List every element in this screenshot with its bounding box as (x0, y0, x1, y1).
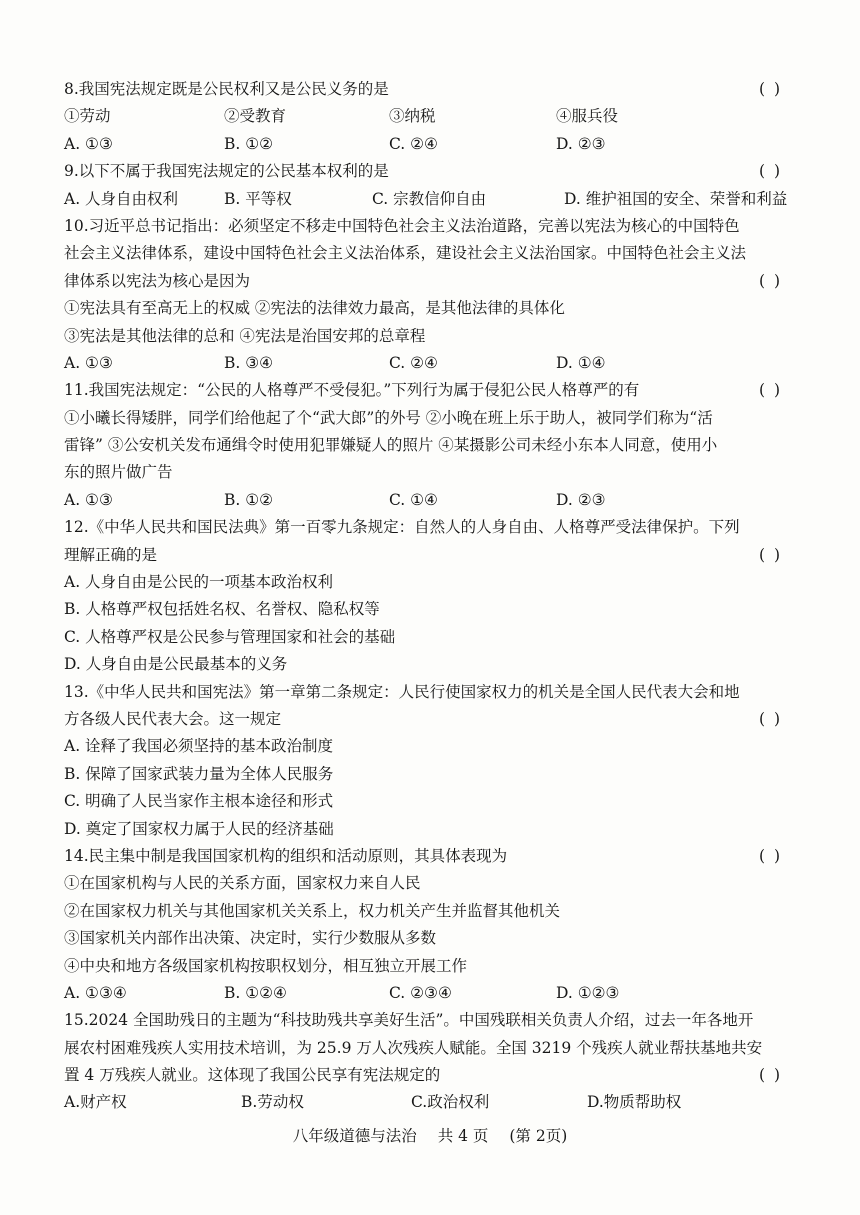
q9-stem-line (64, 158, 800, 185)
q13-stem-line-1: 13.《中华人民共和国宪法》第一章第二条规定：人民行使国家权力的机关是全国人民代表大会和地 (64, 682, 740, 701)
q15-stem-line-2: 展农村困难残疾人实用技术培训，为 25.9 万人次残疾人赋能。全国 3219 个残疾人就业帮扶基地共安 (64, 1038, 763, 1057)
q13-option-b: B. 保障了国家武装力量为全体人民服务 (64, 764, 334, 783)
footer-page-number: (第 2页) (509, 1127, 568, 1145)
q15-stem-line-3 (64, 1062, 800, 1089)
q8-option-d: D. ②③ (556, 134, 606, 153)
q10-stem-end: 律体系以宪法为核心是因为 (64, 271, 251, 290)
q13-stem-line-2 (64, 706, 800, 733)
q9-option-c: C. 宗教信仰自由 (372, 189, 487, 208)
q15-option-d: D.物质帮助权 (587, 1093, 682, 1112)
q8-stem-line (64, 76, 800, 103)
q10-stem-line-1: 10.习近平总书记指出：必须坚定不移走中国特色社会主义法治道路，完善以宪法为核心的中国特色 (64, 216, 740, 235)
q13-option-a: A. 诠释了我国必须坚持的基本政治制度 (64, 737, 334, 756)
q12-option-d: D. 人身自由是公民最基本的义务 (64, 655, 288, 674)
q9-stem: 9.以下不属于我国宪法规定的公民基本权利的是 (64, 162, 389, 181)
footer-subject: 八年级道德与法治 (292, 1127, 417, 1145)
q8-option-a: A. ①③ (64, 134, 113, 153)
q15-stem-end: 置 4 万残疾人就业。这体现了我国公民享有宪法规定的 (64, 1066, 441, 1085)
q14-item-1: ①在国家机构与人民的关系方面，国家权力来自人民 (64, 874, 421, 893)
q9-option-a: A. 人身自由权利 (64, 189, 179, 208)
q8-stem: 8.我国宪法规定既是公民权利又是公民义务的是 (64, 80, 389, 98)
q11-options (64, 487, 800, 514)
q8-option-b: B. ①② (224, 134, 274, 153)
q8-options (64, 131, 800, 158)
q10-option-c: C. ②④ (389, 353, 438, 372)
q10-option-d: D. ①④ (556, 353, 606, 372)
q11-items-2: 雷锋” ③公安机关发布通缉令时使用犯罪嫌疑人的照片 ④某摄影公司未经小东本人同意，使用小 (64, 436, 718, 455)
q15-option-c: C.政治权利 (411, 1093, 490, 1112)
q9-option-b: B. 平等权 (224, 189, 292, 208)
q15-answer-bracket: ( ) (758, 1066, 782, 1085)
q9-answer-bracket: ( ) (758, 162, 782, 181)
q12-option-a: A. 人身自由是公民的一项基本政治权利 (64, 573, 334, 592)
q8-item-3: ③纳税 (389, 107, 436, 126)
q10-answer-bracket: ( ) (758, 271, 782, 290)
q14-option-b: B. ①②④ (224, 983, 287, 1002)
q11-option-c: C. ①④ (389, 490, 438, 509)
q8-item-1: ①劳动 (64, 107, 111, 126)
q14-item-2: ②在国家权力机关与其他国家机关关系上，权力机关产生并监督其他机关 (64, 901, 561, 920)
q12-stem-end: 理解正确的是 (64, 545, 158, 564)
q15-option-a: A.财产权 (64, 1093, 127, 1112)
q13-stem-end: 方各级人民代表大会。这一规定 (64, 709, 282, 728)
page-footer (0, 1123, 860, 1149)
q10-stem-line-2: 社会主义法律体系，建设中国特色社会主义法治体系，建设社会主义法治国家。中国特色社会主义法 (64, 244, 747, 263)
q13-option-d: D. 奠定了国家权力属于人民的经济基础 (64, 819, 334, 838)
q11-option-d: D. ②③ (556, 490, 606, 509)
q11-stem-line (64, 377, 800, 404)
q11-option-a: A. ①③ (64, 490, 113, 509)
q11-items-3: 东的照片做广告 (64, 463, 173, 482)
q10-items-2: ③宪法是其他法律的总和 ④宪法是治国安邦的总章程 (64, 326, 426, 345)
q12-stem-line-1: 12.《中华人民共和国民法典》第一百零九条规定：自然人的人身自由、人格尊严受法律保护。下列 (64, 518, 740, 537)
q14-stem-line (64, 843, 800, 870)
q14-option-c: C. ②③④ (389, 983, 452, 1002)
q12-answer-bracket: ( ) (758, 545, 782, 564)
q12-stem-line-2 (64, 542, 800, 569)
q13-answer-bracket: ( ) (758, 709, 782, 728)
q14-option-a: A. ①③④ (64, 983, 127, 1002)
q8-item-2: ②受教育 (224, 107, 287, 126)
q13-option-c: C. 明确了人民当家作主根本途径和形式 (64, 792, 334, 811)
q10-option-b: B. ③④ (224, 353, 274, 372)
q12-option-c: C. 人格尊严权是公民参与管理国家和社会的基础 (64, 627, 396, 646)
q11-answer-bracket: ( ) (758, 381, 782, 400)
q15-stem-line-1: 15.2024 全国助残日的主题为“科技助残共享美好生活”。中国残联相关负责人介绍，过去一年各地开 (64, 1011, 754, 1030)
q14-answer-bracket: ( ) (758, 846, 782, 865)
q12-option-b: B. 人格尊严权包括姓名权、名誉权、隐私权等 (64, 600, 380, 619)
q10-items-1: ①宪法具有至高无上的权威 ②宪法的法律效力最高，是其他法律的具体化 (64, 299, 565, 318)
q14-item-3: ③国家机关内部作出决策、决定时，实行少数服从多数 (64, 929, 437, 948)
q11-stem: 11.我国宪法规定：“公民的人格尊严不受侵犯。”下列行为属于侵犯公民人格尊严的有 (64, 381, 640, 400)
q8-option-c: C. ②④ (389, 134, 438, 153)
q8-items (64, 103, 800, 130)
q8-item-4: ④服兵役 (556, 107, 619, 126)
q14-stem: 14.民主集中制是我国国家机构的组织和活动原则，其具体表现为 (64, 846, 508, 865)
q15-options (64, 1089, 800, 1116)
q11-items-1: ①小曦长得矮胖，同学们给他起了个“武大郎”的外号 ②小晚在班上乐于助人，被同学们称为“活 (64, 408, 713, 427)
q11-option-b: B. ①② (224, 490, 274, 509)
q10-option-a: A. ①③ (64, 353, 113, 372)
q10-stem-line-3 (64, 268, 800, 295)
q9-options (64, 186, 800, 213)
q14-option-d: D. ①②③ (556, 983, 620, 1002)
q14-item-4: ④中央和地方各级国家机构按职权划分，相互独立开展工作 (64, 956, 468, 975)
q14-options (64, 980, 800, 1007)
q10-options (64, 350, 800, 377)
q8-answer-bracket: ( ) (758, 80, 782, 98)
q15-option-b: B.劳动权 (241, 1093, 304, 1112)
q9-option-d: D. 维护祖国的安全、荣誉和利益 (564, 189, 788, 208)
footer-total-pages: 共 4 页 (437, 1127, 489, 1145)
